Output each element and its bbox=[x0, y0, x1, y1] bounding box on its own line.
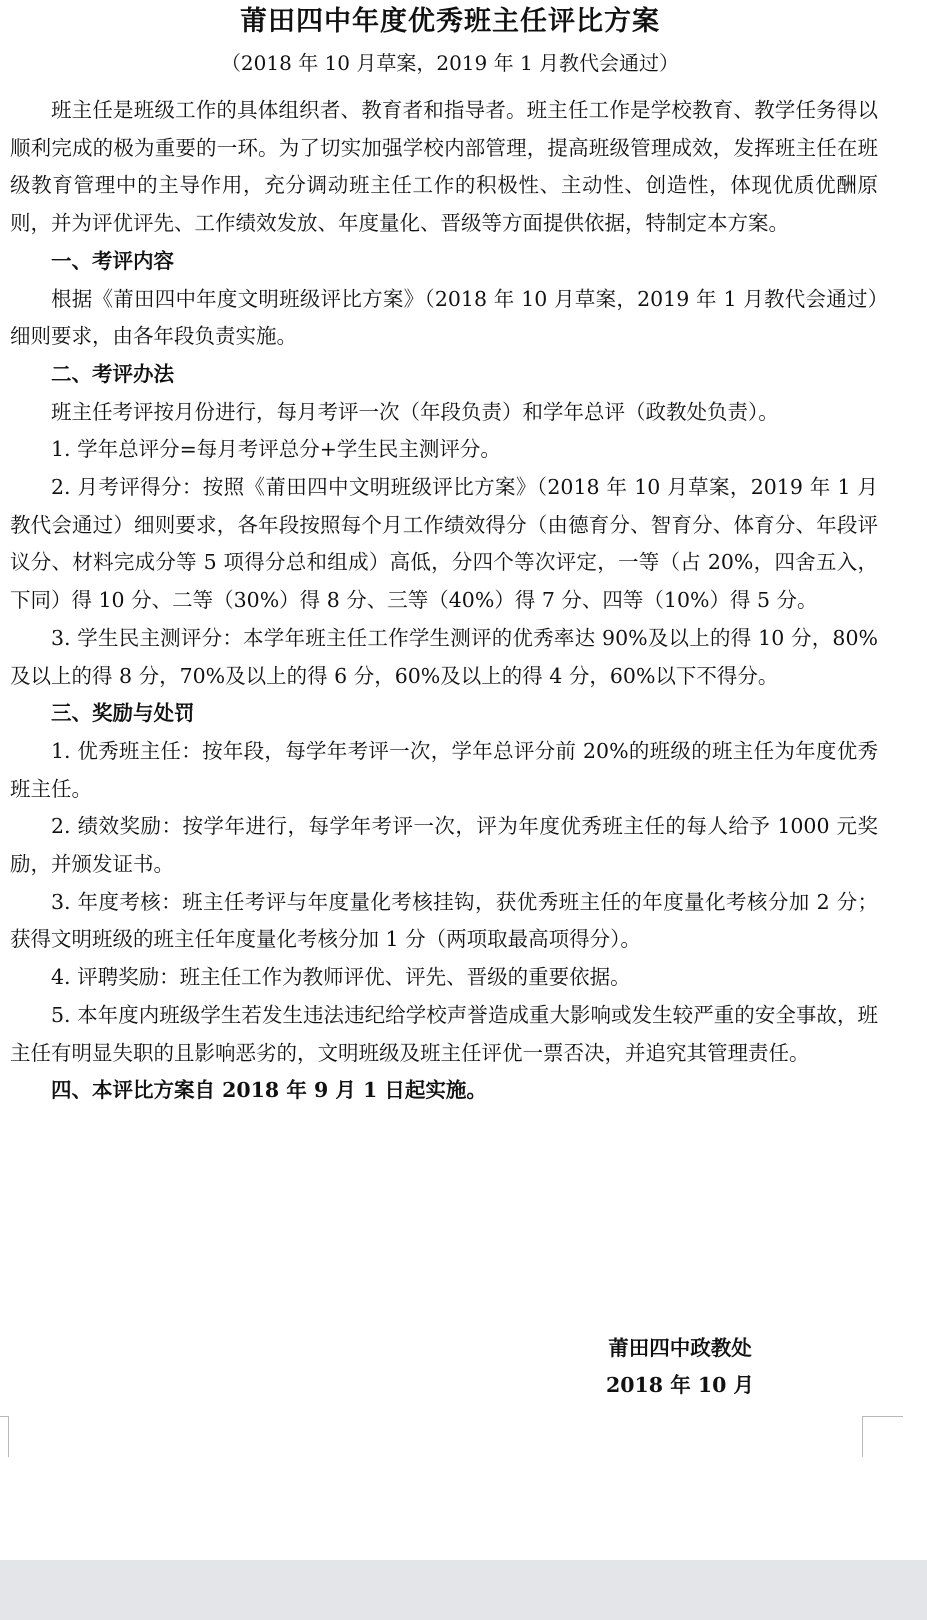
section-2-item-3: 3. 学生民主测评分：本学年班主任工作学生测评的优秀率达 90%及以上的得 10 分，80%及以上的得 8 分，70%及以上的得 6 分，60%及以上的得 4 分，60%以下不得分。 bbox=[10, 625, 878, 688]
section-3-item-1: 1. 优秀班主任：按年段，每学年考评一次，学年总评分前 20%的班级的班主任为年度优秀班主任。 bbox=[10, 738, 878, 801]
section-heading-1: 一、考评内容 bbox=[51, 248, 174, 273]
page-corner-mark-left bbox=[0, 1416, 9, 1457]
section-2-item-2: 2. 月考评得分：按照《莆田四中文明班级评比方案》（2018 年 10 月草案，2019 年 1 月教代会通过）细则要求，各年段按照每个月工作绩效得分（由德育分、智育分、体育分、年段评议分、材料完成分等 5 项得分总和组成）高低，分四个等次评定，一等（占 20%，四舍五入，下同）得 10 分、二等（30%）得 8 分、三等（40%）得 7 分、四等（10%）得 5 分。 bbox=[10, 475, 878, 613]
section-1-paragraph: 根据《莆田四中年度文明班级评比方案》（2018 年 10 月草案，2019 年 1 月教代会通过）细则要求，由各年段负责实施。 bbox=[10, 286, 878, 349]
page-corner-mark-right bbox=[862, 1416, 903, 1457]
section-3-item-4: 4. 评聘奖励：班主任工作为教师评优、评先、晋级的重要依据。 bbox=[51, 965, 631, 990]
signature-org: 莆田四中政教处 bbox=[608, 1336, 752, 1360]
page-gap-bar bbox=[0, 1560, 927, 1620]
document-subtitle: （2018 年 10 月草案，2019 年 1 月教代会通过） bbox=[220, 51, 680, 75]
section-3-item-5: 5. 本年度内班级学生若发生违法违纪给学校声誉造成重大影响或发生较严重的安全事故，班主任有明显失职的且影响恶劣的，文明班级及班主任评优一票否决，并追究其管理责任。 bbox=[10, 1002, 878, 1065]
signature-block bbox=[570, 1330, 790, 1404]
section-heading-3: 三、奖励与处罚 bbox=[51, 701, 195, 726]
signature-date: 2018 年 10 月 bbox=[606, 1373, 754, 1397]
document-title: 莆田四中年度优秀班主任评比方案 bbox=[240, 6, 660, 37]
section-heading-2: 二、考评办法 bbox=[51, 361, 174, 386]
section-3-item-2: 2. 绩效奖励：按学年进行，每学年考评一次，评为年度优秀班主任的每人给予 1000 元奖励，并颁发证书。 bbox=[10, 814, 878, 877]
intro-paragraph: 班主任是班级工作的具体组织者、教育者和指导者。班主任工作是学校教育、教学任务得以顺利完成的极为重要的一环。为了切实加强学校内部管理，提高班级管理成效，发挥班主任在班级教育管理中的主导作用，充分调动班主任工作的积极性、主动性、创造性，体现优质优酬原则，并为评优评先、工作绩效发放、年度量化、晋级等方面提供依据，特制定本方案。 bbox=[10, 98, 878, 236]
section-2-paragraph: 班主任考评按月份进行，每月考评一次（年段负责）和学年总评（政教处负责）。 bbox=[51, 399, 779, 424]
document-body bbox=[10, 92, 878, 1110]
section-heading-4: 四、本评比方案自 2018 年 9 月 1 日起实施。 bbox=[51, 1078, 487, 1103]
section-3-item-3: 3. 年度考核：班主任考评与年度量化考核挂钩，获优秀班主任的年度量化考核分加 2 分；获得文明班级的班主任年度量化考核分加 1 分（两项取最高项得分）。 bbox=[10, 889, 878, 952]
section-2-item-1: 1. 学年总评分=每月考评总分+学生民主测评分。 bbox=[51, 437, 501, 462]
